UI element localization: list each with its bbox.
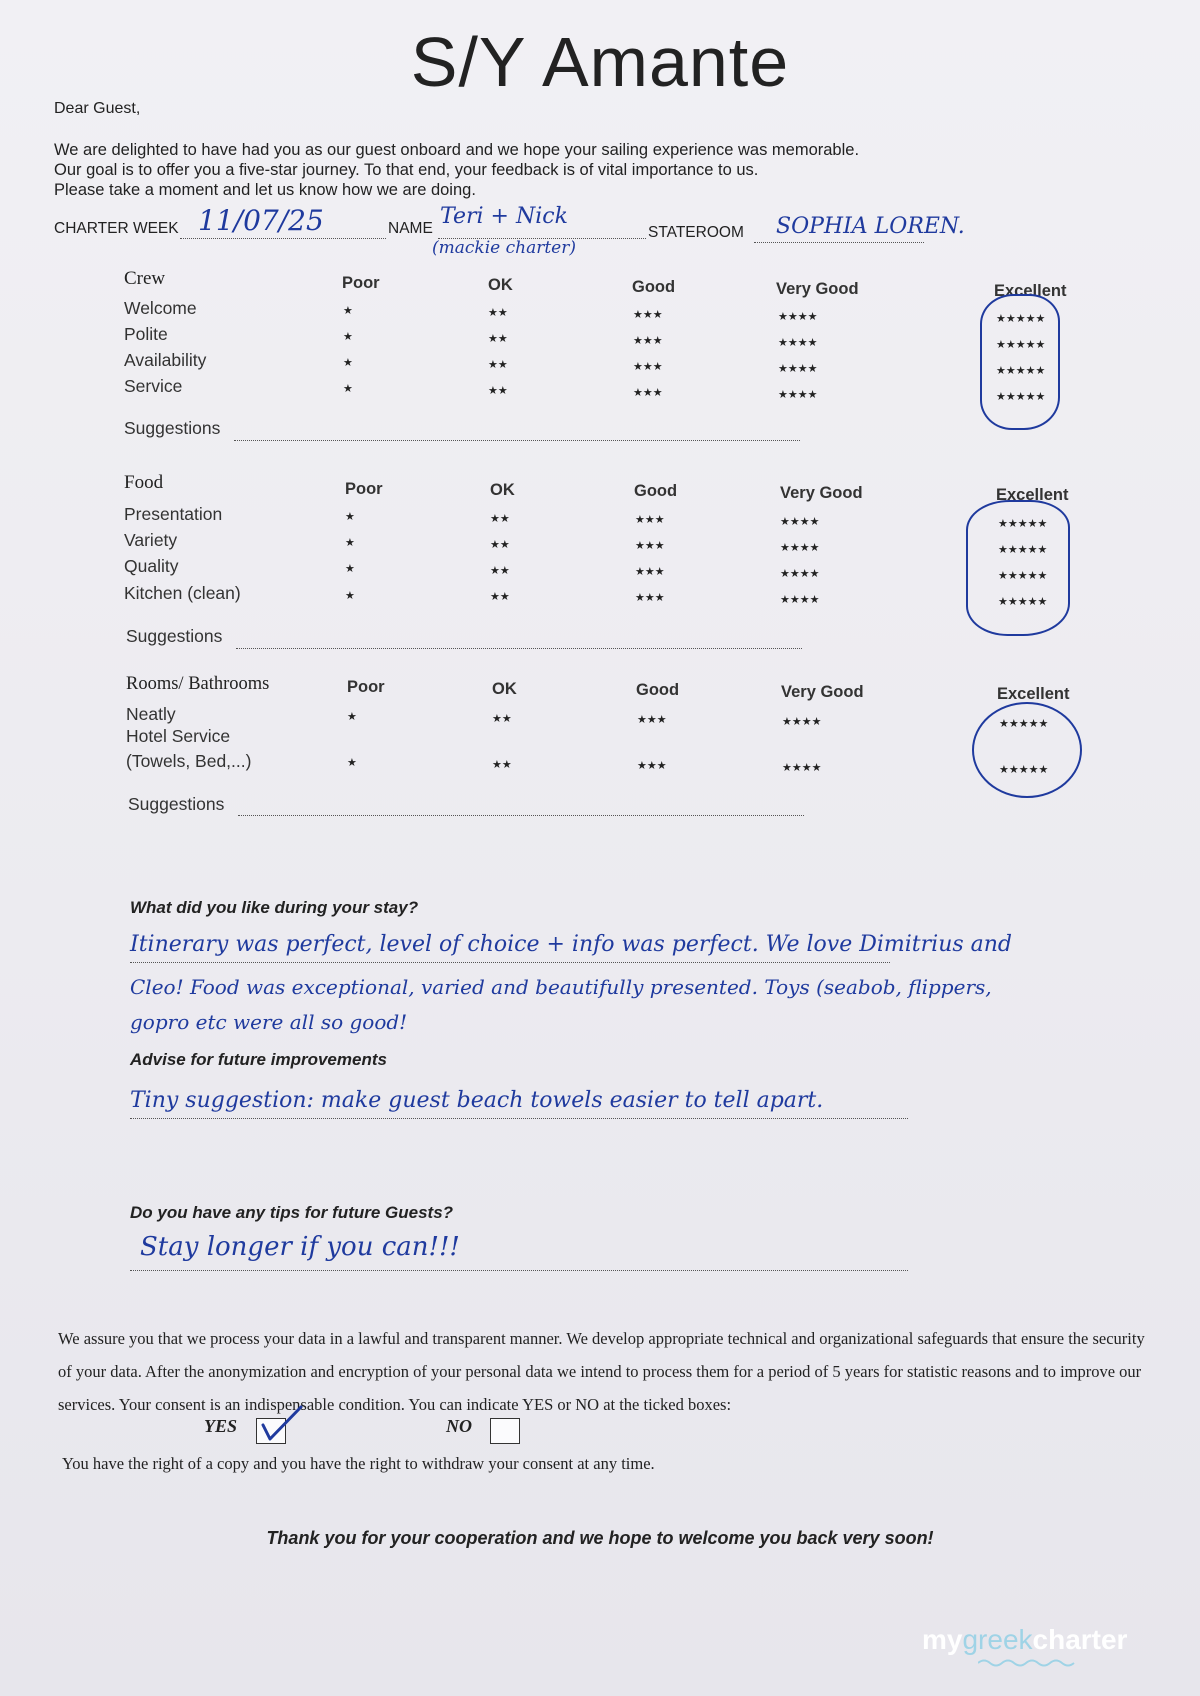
col-poor: Poor bbox=[345, 480, 383, 498]
liked-answer-line-1[interactable]: Itinerary was perfect, level of choice + info was perfect. We love Dimitrius and bbox=[130, 932, 1013, 957]
rooms-neatly-ok[interactable]: ★★ bbox=[492, 713, 512, 725]
tips-line bbox=[130, 1270, 908, 1271]
food-variety-good[interactable]: ★★★ bbox=[635, 540, 665, 552]
liked-question: What did you like during your stay? bbox=[130, 898, 419, 917]
rooms-neatly-verygood[interactable]: ★★★★ bbox=[782, 716, 822, 728]
food-presentation-excellent[interactable]: ★★★★★ bbox=[998, 518, 1048, 530]
col-excellent: Excellent bbox=[994, 282, 1067, 300]
advise-question: Advise for future improvements bbox=[130, 1050, 387, 1069]
food-suggestions-line[interactable] bbox=[236, 648, 802, 649]
section-title-crew: Crew bbox=[124, 268, 166, 289]
row-label-availability: Availability bbox=[124, 350, 207, 370]
crew-service-verygood[interactable]: ★★★★ bbox=[778, 389, 818, 401]
row-label-presentation: Presentation bbox=[124, 504, 223, 524]
intro-line-2: Our goal is to offer you a five-star journey. To that end, your feedback is of vital importance to us. bbox=[54, 161, 759, 179]
food-presentation-poor[interactable]: ★ bbox=[345, 511, 355, 523]
consent-no-checkbox[interactable] bbox=[490, 1418, 520, 1444]
col-good: Good bbox=[632, 278, 676, 296]
name-note: (mackie charter) bbox=[432, 238, 576, 258]
intro-line-3: Please take a moment and let us know how we are doing. bbox=[54, 181, 476, 199]
crew-polite-verygood[interactable]: ★★★★ bbox=[778, 337, 818, 349]
crew-availability-poor[interactable]: ★ bbox=[343, 357, 353, 369]
checkmark-icon bbox=[259, 1405, 307, 1445]
consent-rights: You have the right of a copy and you have the right to withdraw your consent at any time. bbox=[62, 1454, 655, 1473]
liked-line-1 bbox=[130, 962, 890, 963]
tips-answer[interactable]: Stay longer if you can!!! bbox=[140, 1232, 460, 1262]
crew-polite-excellent[interactable]: ★★★★★ bbox=[996, 339, 1046, 351]
liked-answer-line-3[interactable]: gopro etc were all so good! bbox=[130, 1010, 408, 1034]
col-very-good: Very Good bbox=[781, 683, 864, 701]
row-label-variety: Variety bbox=[124, 530, 178, 550]
rooms-suggestions-line[interactable] bbox=[238, 815, 804, 816]
rooms-hotel-service-excellent[interactable]: ★★★★★ bbox=[999, 764, 1049, 776]
food-excellent-circle bbox=[966, 500, 1070, 636]
crew-availability-excellent[interactable]: ★★★★★ bbox=[996, 365, 1046, 377]
consent-yes-checkbox[interactable] bbox=[256, 1418, 286, 1444]
form-title: S/Y Amante bbox=[410, 23, 790, 101]
stateroom-label: STATEROOM bbox=[648, 224, 744, 241]
row-label-towels-bed: (Towels, Bed,...) bbox=[126, 751, 252, 771]
crew-welcome-ok[interactable]: ★★ bbox=[488, 307, 508, 319]
crew-service-poor[interactable]: ★ bbox=[343, 383, 353, 395]
crew-availability-ok[interactable]: ★★ bbox=[488, 359, 508, 371]
food-variety-poor[interactable]: ★ bbox=[345, 537, 355, 549]
food-variety-ok[interactable]: ★★ bbox=[490, 539, 510, 551]
food-variety-excellent[interactable]: ★★★★★ bbox=[998, 544, 1048, 556]
crew-excellent-circle bbox=[980, 294, 1060, 430]
row-label-kitchen: Kitchen (clean) bbox=[124, 583, 241, 603]
crew-welcome-excellent[interactable]: ★★★★★ bbox=[996, 313, 1046, 325]
col-poor: Poor bbox=[347, 678, 385, 696]
brand-charter: charter bbox=[1032, 1624, 1128, 1655]
charter-week-line bbox=[180, 238, 386, 239]
liked-answer-line-2[interactable]: Cleo! Food was exceptional, varied and beautifully presented. Toys (seabob, flippers, bbox=[130, 975, 992, 999]
rooms-neatly-excellent[interactable]: ★★★★★ bbox=[999, 718, 1049, 730]
rooms-suggestions-label: Suggestions bbox=[128, 794, 225, 814]
section-title-rooms: Rooms/ Bathrooms bbox=[126, 674, 270, 694]
food-suggestions-label: Suggestions bbox=[126, 626, 223, 646]
crew-polite-ok[interactable]: ★★ bbox=[488, 333, 508, 345]
food-kitchen-good[interactable]: ★★★ bbox=[635, 592, 665, 604]
advise-line bbox=[130, 1118, 908, 1119]
rooms-hotel-service-verygood[interactable]: ★★★★ bbox=[782, 762, 822, 774]
tips-question: Do you have any tips for future Guests? bbox=[130, 1203, 454, 1222]
food-kitchen-ok[interactable]: ★★ bbox=[490, 591, 510, 603]
col-ok: OK bbox=[488, 276, 513, 294]
rooms-neatly-good[interactable]: ★★★ bbox=[637, 714, 667, 726]
charter-week-label: CHARTER WEEK bbox=[54, 220, 179, 237]
name-value[interactable]: Teri + Nick bbox=[440, 204, 568, 229]
crew-service-ok[interactable]: ★★ bbox=[488, 385, 508, 397]
rooms-hotel-service-poor[interactable]: ★ bbox=[347, 757, 357, 769]
consent-text: We assure you that we process your data in a lawful and transparent manner. We develop appropriate technical and organizational safeguards that ensure the security of your data. After the anonymization and encryption of your personal data we intend to process them for a period of 5 years for statistic reasons and to improve our services. Your consent is an indispensable condition. You can indicate YES or NO at the ticked boxes: bbox=[58, 1329, 1145, 1414]
col-ok: OK bbox=[490, 481, 515, 499]
rooms-hotel-service-good[interactable]: ★★★ bbox=[637, 760, 667, 772]
crew-polite-poor[interactable]: ★ bbox=[343, 331, 353, 343]
rooms-hotel-service-ok[interactable]: ★★ bbox=[492, 759, 512, 771]
rooms-neatly-poor[interactable]: ★ bbox=[347, 711, 357, 723]
food-kitchen-verygood[interactable]: ★★★★ bbox=[780, 594, 820, 606]
greeting: Dear Guest, bbox=[54, 100, 141, 117]
wave-icon bbox=[978, 1658, 1078, 1668]
row-label-welcome: Welcome bbox=[124, 298, 197, 318]
brand-my: my bbox=[922, 1624, 963, 1655]
charter-week-value[interactable]: 11/07/25 bbox=[198, 204, 324, 237]
food-quality-ok[interactable]: ★★ bbox=[490, 565, 510, 577]
food-presentation-verygood[interactable]: ★★★★ bbox=[780, 516, 820, 528]
col-good: Good bbox=[636, 681, 680, 699]
food-presentation-ok[interactable]: ★★ bbox=[490, 513, 510, 525]
row-label-neatly: Neatly bbox=[126, 704, 176, 724]
food-quality-verygood[interactable]: ★★★★ bbox=[780, 568, 820, 580]
crew-service-good[interactable]: ★★★ bbox=[633, 387, 663, 399]
row-label-service: Service bbox=[124, 376, 183, 396]
col-poor: Poor bbox=[342, 274, 380, 292]
crew-availability-good[interactable]: ★★★ bbox=[633, 361, 663, 373]
consent-no-label: NO bbox=[446, 1416, 472, 1436]
food-quality-good[interactable]: ★★★ bbox=[635, 566, 665, 578]
col-very-good: Very Good bbox=[780, 484, 863, 502]
crew-welcome-good[interactable]: ★★★ bbox=[633, 309, 663, 321]
row-label-polite: Polite bbox=[124, 324, 168, 344]
consent-yes-label: YES bbox=[204, 1416, 238, 1436]
crew-service-excellent[interactable]: ★★★★★ bbox=[996, 391, 1046, 403]
stateroom-line bbox=[754, 242, 924, 243]
crew-suggestions-label: Suggestions bbox=[124, 418, 221, 438]
crew-welcome-verygood[interactable]: ★★★★ bbox=[778, 311, 818, 323]
thank-you-message: Thank you for your cooperation and we hope to welcome you back very soon! bbox=[266, 1528, 934, 1548]
advise-answer[interactable]: Tiny suggestion: make guest beach towels easier to tell apart. bbox=[130, 1088, 824, 1113]
col-very-good: Very Good bbox=[776, 280, 859, 298]
col-excellent: Excellent bbox=[997, 685, 1070, 703]
name-label: NAME bbox=[388, 220, 433, 237]
brand-greek: greek bbox=[962, 1624, 1033, 1655]
crew-availability-verygood[interactable]: ★★★★ bbox=[778, 363, 818, 375]
food-presentation-good[interactable]: ★★★ bbox=[635, 514, 665, 526]
col-good: Good bbox=[634, 482, 678, 500]
food-quality-poor[interactable]: ★ bbox=[345, 563, 355, 575]
row-label-quality: Quality bbox=[124, 556, 179, 576]
food-quality-excellent[interactable]: ★★★★★ bbox=[998, 570, 1048, 582]
row-label-hotel-service: Hotel Service bbox=[126, 726, 231, 746]
mygreekcharter-logo bbox=[922, 1624, 1127, 1656]
section-title-food: Food bbox=[124, 472, 164, 493]
food-kitchen-poor[interactable]: ★ bbox=[345, 590, 355, 602]
rooms-excellent-circle bbox=[972, 702, 1082, 798]
col-ok: OK bbox=[492, 680, 517, 698]
food-variety-verygood[interactable]: ★★★★ bbox=[780, 542, 820, 554]
crew-polite-good[interactable]: ★★★ bbox=[633, 335, 663, 347]
col-excellent: Excellent bbox=[996, 486, 1069, 504]
stateroom-value[interactable]: SOPHIA LOREN. bbox=[776, 214, 965, 239]
crew-welcome-poor[interactable]: ★ bbox=[343, 305, 353, 317]
intro-line-1: We are delighted to have had you as our guest onboard and we hope your sailing experience was memorable. bbox=[54, 141, 860, 159]
food-kitchen-excellent[interactable]: ★★★★★ bbox=[998, 596, 1048, 608]
crew-suggestions-line[interactable] bbox=[234, 440, 800, 441]
